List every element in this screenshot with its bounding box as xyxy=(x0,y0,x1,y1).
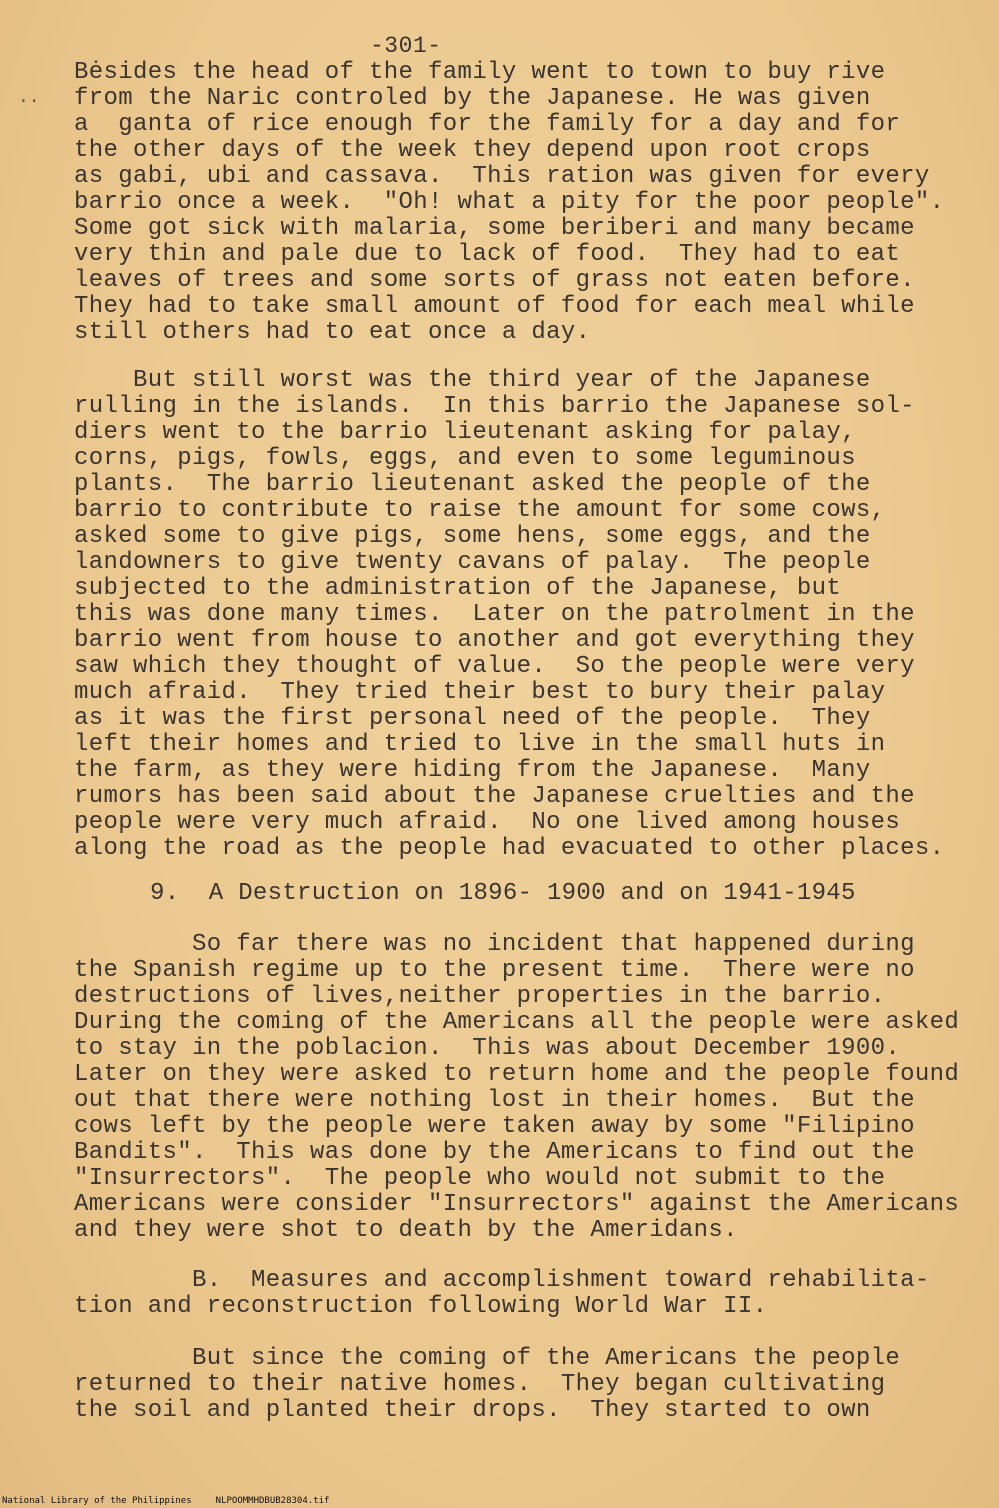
paragraph-no-incident xyxy=(74,932,989,1244)
text-line: out that there were nothing lost in their homes. But the xyxy=(74,1087,915,1114)
text-line: subjected to the administration of the Japanese, but xyxy=(74,575,842,602)
paragraph-third-year xyxy=(74,368,989,862)
text-line: But since the coming of the Americans the people xyxy=(74,1345,901,1372)
text-line: left their homes and tried to live in the small huts in xyxy=(74,731,886,758)
text-line: a ganta of rice enough for the family for a day and for xyxy=(74,111,901,138)
text-line: Bandits". This was done by the Americans to find out the xyxy=(74,1139,915,1166)
text-line: During the coming of the Americans all the people were asked xyxy=(74,1009,960,1036)
text-line: still others had to eat once a day. xyxy=(74,319,591,346)
text-line: this was done many times. Later on the patrolment in the xyxy=(74,601,915,628)
text-line: people were very much afraid. No one lived among houses xyxy=(74,809,901,836)
text-line: "Insurrectors". The people who would not submit to the xyxy=(74,1165,886,1192)
text-line: asked some to give pigs, some hens, some eggs, and the xyxy=(74,523,871,550)
text-line: landowners to give twenty cavans of palay. The people xyxy=(74,549,871,576)
text-line: very thin and pale due to lack of food. They had to eat xyxy=(74,241,901,268)
text-line: saw which they thought of value. So the people were very xyxy=(74,653,915,680)
paragraph-measures-heading xyxy=(74,1268,989,1320)
text-line: diers went to the barrio lieutenant asking for palay, xyxy=(74,419,856,446)
text-line: B. Measures and accomplishment toward rehabilita- xyxy=(74,1267,930,1294)
text-line: So far there was no incident that happened during xyxy=(74,931,915,958)
paragraph-rice-ration xyxy=(74,60,989,346)
paragraph-return-home xyxy=(74,1346,989,1424)
text-line: Americans were consider "Insurrectors" against the Americans xyxy=(74,1191,960,1218)
text-line: They had to take small amount of food for each meal while xyxy=(74,293,915,320)
text-line: the other days of the week they depend upon root crops xyxy=(74,137,871,164)
text-line: as it was the first personal need of the people. They xyxy=(74,705,871,732)
scan-footer xyxy=(2,1496,353,1506)
text-line: destructions of lives,neither properties in the barrio. xyxy=(74,983,886,1010)
text-line: barrio once a week. "Oh! what a pity for the poor people". xyxy=(74,189,945,216)
text-line: rumors has been said about the Japanese cruelties and the xyxy=(74,783,915,810)
text-line: the farm, as they were hiding from the Japanese. Many xyxy=(74,757,871,784)
text-line: along the road as the people had evacuated to other places. xyxy=(74,835,945,862)
text-line: Later on they were asked to return home and the people found xyxy=(74,1061,960,1088)
text-line: to stay in the poblacion. This was about December 1900. xyxy=(74,1035,901,1062)
page-number: -301- xyxy=(370,33,442,59)
text-line: the soil and planted their drops. They started to own xyxy=(74,1397,871,1424)
text-line: returned to their native homes. They began cultivating xyxy=(74,1371,886,1398)
text-line: rulling in the islands. In this barrio the Japanese sol- xyxy=(74,393,915,420)
text-line: barrio went from house to another and got everything they xyxy=(74,627,915,654)
text-line: barrio to contribute to raise the amount for some cows, xyxy=(74,497,886,524)
text-line: But still worst was the third year of the Japanese xyxy=(74,367,871,394)
footer-filename: NLPOOMMHDBUB28304.tif xyxy=(215,1496,330,1506)
text-line: Some got sick with malaria, some beriberi and many became xyxy=(74,215,915,242)
text-line: the Spanish regime up to the present time. There were no xyxy=(74,957,915,984)
text-line: from the Naric controled by the Japanese. He was given xyxy=(74,85,871,112)
text-line: as gabi, ubi and cassava. This ration was given for every xyxy=(74,163,930,190)
margin-dots: ·· xyxy=(18,92,40,112)
text-line: much afraid. They tried their best to bury their palay xyxy=(74,679,886,706)
text-line: corns, pigs, fowls, eggs, and even to some leguminous xyxy=(74,445,856,472)
text-line: and they were shot to death by the Ameridans. xyxy=(74,1217,738,1244)
footer-library: National Library of the Philippines xyxy=(2,1496,192,1506)
text-line: cows left by the people were taken away by some "Filipino xyxy=(74,1113,915,1140)
section-heading-destruction: 9. A Destruction on 1896- 1900 and on 1941-1945 xyxy=(150,880,856,907)
text-line: Bėsides the head of the family went to town to buy rive xyxy=(74,59,886,86)
text-line: leaves of trees and some sorts of grass not eaten before. xyxy=(74,267,915,294)
text-line: tion and reconstruction following World War II. xyxy=(74,1293,768,1320)
text-line: plants. The barrio lieutenant asked the people of the xyxy=(74,471,871,498)
